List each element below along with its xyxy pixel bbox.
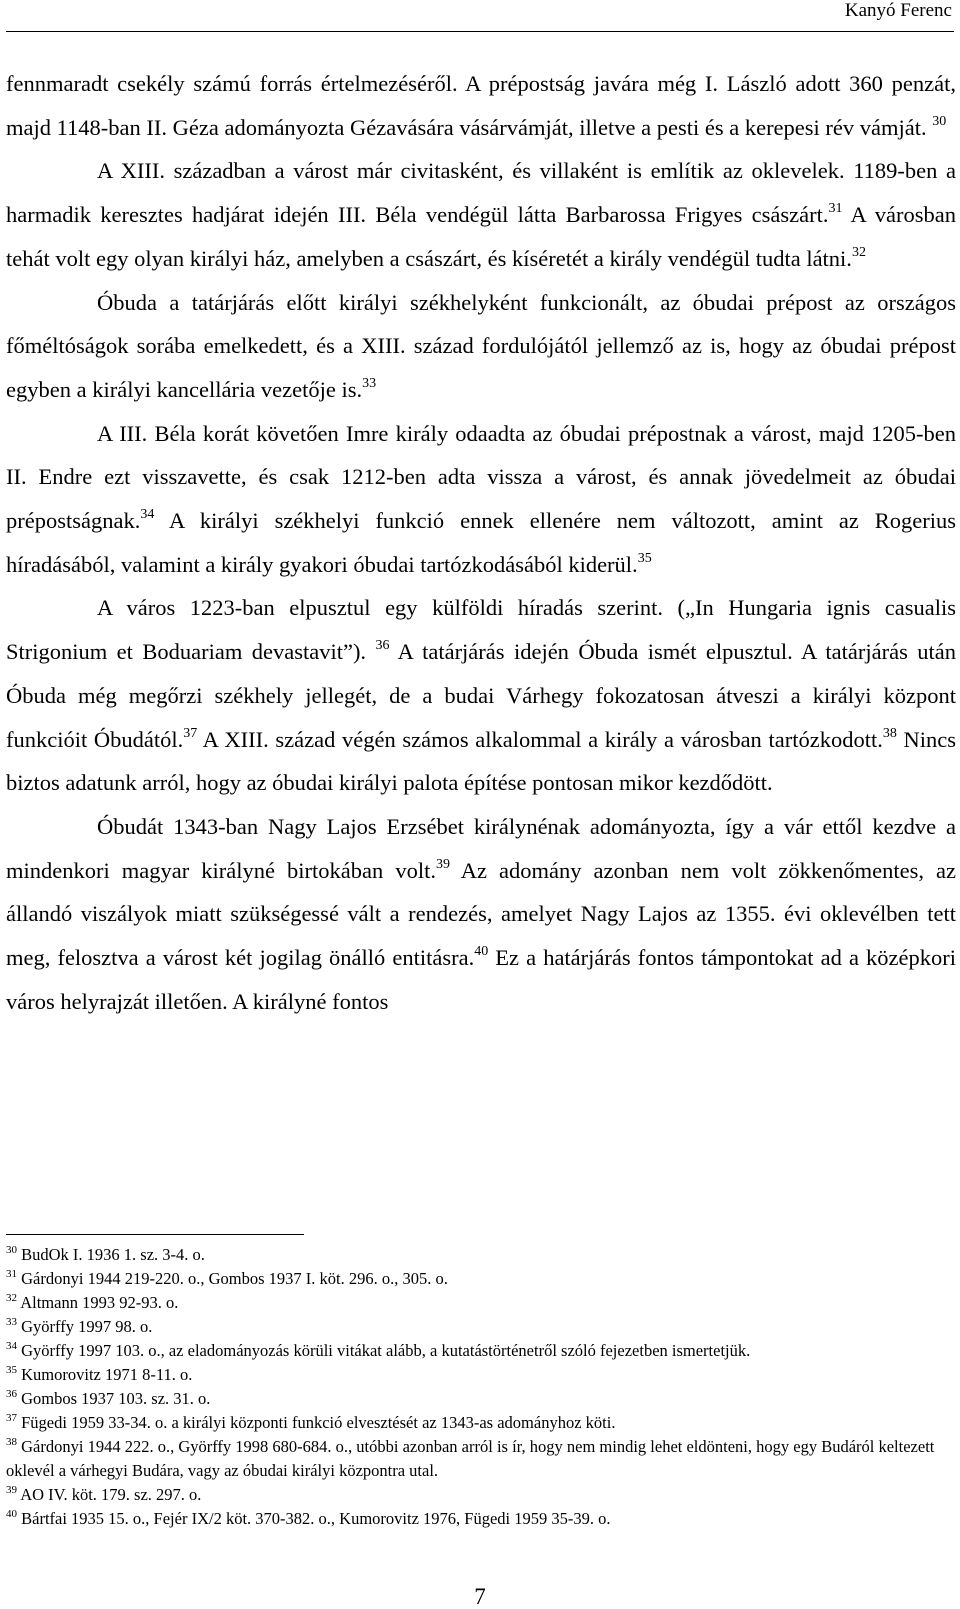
- text-run: A város 1223-ban elpusztul egy külföldi híradás szerint. („In Hungaria ignis casualis Strigonium et Boduariam devastavit”).: [6, 595, 956, 665]
- paragraph: [6, 149, 956, 280]
- footnote-number: 31: [6, 1268, 17, 1281]
- text-run: Óbudát 1343-ban Nagy Lajos Erzsébet királynénak adományozta, így a vár ettől kezdve a mindenkori magyar királyné birtokában volt.: [6, 813, 956, 883]
- footnote-number: 30: [6, 1244, 17, 1257]
- footnote-text: AO IV. köt. 179. sz. 297. o.: [20, 1485, 202, 1504]
- footnote: [6, 1507, 956, 1531]
- text-run: A XIII. században a várost már civitasként, és villaként is említik az oklevelek. 1189-ben a harmadik keresztes hadjárat idején III. Béla vendégül látta Barbarossa Frigyes császárt.: [6, 158, 956, 228]
- footnote: [6, 1483, 956, 1507]
- footnote: [6, 1315, 956, 1339]
- footnote-text: Györffy 1997 103. o., az eladományozás körüli vitákat alább, a kutatástörténetről szóló fejezetben ismertetjük.: [21, 1341, 751, 1360]
- paragraph: [6, 586, 956, 805]
- text-run: Az adomány azonban nem volt zökkenőmentes, az állandó viszályok miatt szükségessé vált a rendezés, amelyet Nagy Lajos az 1355. évi oklevélben tett meg, felosztva a várost két jogilag önálló entitásra.: [6, 857, 956, 971]
- footnote: [6, 1411, 956, 1435]
- footnote-ref: 33: [362, 376, 377, 392]
- footnote-text: Bártfai 1935 15. o., Fejér IX/2 köt. 370-382. o., Kumorovitz 1976, Fügedi 1959 35-39. o.: [21, 1509, 611, 1528]
- footnote-number: 38: [6, 1436, 17, 1449]
- paragraph: [6, 281, 956, 412]
- footnote-text: Kumorovitz 1971 8-11. o.: [21, 1365, 193, 1384]
- text-run: fennmaradt csekély számú forrás értelmezéséről. A prépostság javára még I. László adott 360 penzát, majd 1148-ban II. Géza adományozta Gézavására vásárvámját, illetve a pesti és a kerepesi rév vámját.: [6, 71, 956, 140]
- footnote-text: Gárdonyi 1944 219-220. o., Gombos 1937 I. köt. 296. o., 305. o.: [21, 1269, 448, 1288]
- footnote-ref: 34: [140, 507, 155, 523]
- footnote-number: 33: [6, 1316, 17, 1329]
- paragraph: [6, 412, 956, 587]
- footnote-number: 39: [6, 1484, 17, 1497]
- footnote-text: Gárdonyi 1944 222. o., Györffy 1998 680-684. o., utóbbi azonban arról is ír, hogy nem mindig lehet eldönteni, hogy egy Budáról keltezett oklevél a várhegyi Budára, vagy az óbudai királyi központra utal.: [6, 1437, 935, 1480]
- footnote: [6, 1291, 956, 1315]
- footnote-ref: 40: [474, 944, 489, 960]
- footnote-ref: 31: [828, 201, 843, 217]
- footnote-number: 35: [6, 1364, 17, 1377]
- footnote: [6, 1387, 956, 1411]
- text-run: A királyi székhelyi funkció ennek ellenére nem változott, amint az Rogerius híradásából, valamint a király gyakori óbudai tartózkodásából kiderül.: [6, 508, 956, 577]
- footnote-number: 32: [6, 1292, 17, 1305]
- footnote-number: 34: [6, 1340, 17, 1353]
- page-number: 7: [474, 1584, 486, 1609]
- text-run: A városban tehát volt egy olyan királyi ház, amelyben a császárt, és kíséretét a király vendégül tudta látni.: [6, 202, 956, 271]
- text-run: A tatárjárás idején Óbuda ismét elpusztul. A tatárjárás után Óbuda még megőrzi székhely jellegét, de a budai Várhegy fokozatosan átveszi a királyi központ funkcióit Óbudától.: [6, 639, 956, 752]
- running-header: Kanyó Ferenc: [844, 0, 952, 21]
- footnotes: [6, 1243, 956, 1531]
- text-run: A XIII. század végén számos alkalommal a király a városban tartózkodott.: [197, 726, 883, 752]
- footnote-text: Fügedi 1959 33-34. o. a királyi központi funkció elvesztését az 1343-as adományhoz köti.: [21, 1413, 616, 1432]
- footnote: [6, 1363, 956, 1387]
- footnote-text: BudOk I. 1936 1. sz. 3-4. o.: [21, 1245, 205, 1264]
- footnote-text: Gombos 1937 103. sz. 31. o.: [21, 1389, 211, 1408]
- text-run: Ez a határjárás fontos támpontokat ad a középkori város helyrajzát illetően. A királyné fontos: [6, 945, 956, 1014]
- text-run: A III. Béla korát követően Imre király odaadta az óbudai prépostnak a várost, majd 1205-ben II. Endre ezt visszavette, és csak 1212-ben adta vissza a várost, és annak jövedelmeit az óbudai prépostságnak.: [6, 420, 956, 534]
- footnote-ref: 30: [932, 113, 947, 129]
- footnote-number: 36: [6, 1388, 17, 1401]
- paragraph: [6, 62, 956, 149]
- footnote: [6, 1267, 956, 1291]
- text-run: Óbuda a tatárjárás előtt királyi székhelyként funkcionált, az óbudai prépost az országos főméltóságok sorába emelkedett, és a XIII. század fordulójától jellemző az is, hogy az óbudai prépost egyben a királyi kancellária vezetője is.: [6, 289, 956, 402]
- footnote-ref: 39: [435, 856, 450, 872]
- footnote-number: 37: [6, 1412, 17, 1425]
- paragraph: [6, 805, 956, 1024]
- footnote-ref: 35: [637, 550, 652, 566]
- footnote-ref: 36: [375, 638, 390, 654]
- footnote-text: Györffy 1997 98. o.: [21, 1317, 153, 1336]
- text-run: Nincs biztos adatunk arról, hogy az óbudai királyi palota építése pontosan mikor kezdődött.: [6, 726, 956, 796]
- footnote-separator: [6, 1234, 304, 1235]
- footnote-number: 40: [6, 1508, 17, 1521]
- footnote-ref: 32: [851, 245, 866, 261]
- footnote-text: Altmann 1993 92-93. o.: [20, 1293, 179, 1312]
- footnote-ref: 37: [183, 725, 198, 741]
- footnote-ref: 38: [882, 725, 897, 741]
- header-rule: [6, 31, 954, 32]
- footnote: [6, 1243, 956, 1267]
- main-text: [6, 62, 956, 1023]
- footnote: [6, 1339, 956, 1363]
- footnote: [6, 1435, 956, 1483]
